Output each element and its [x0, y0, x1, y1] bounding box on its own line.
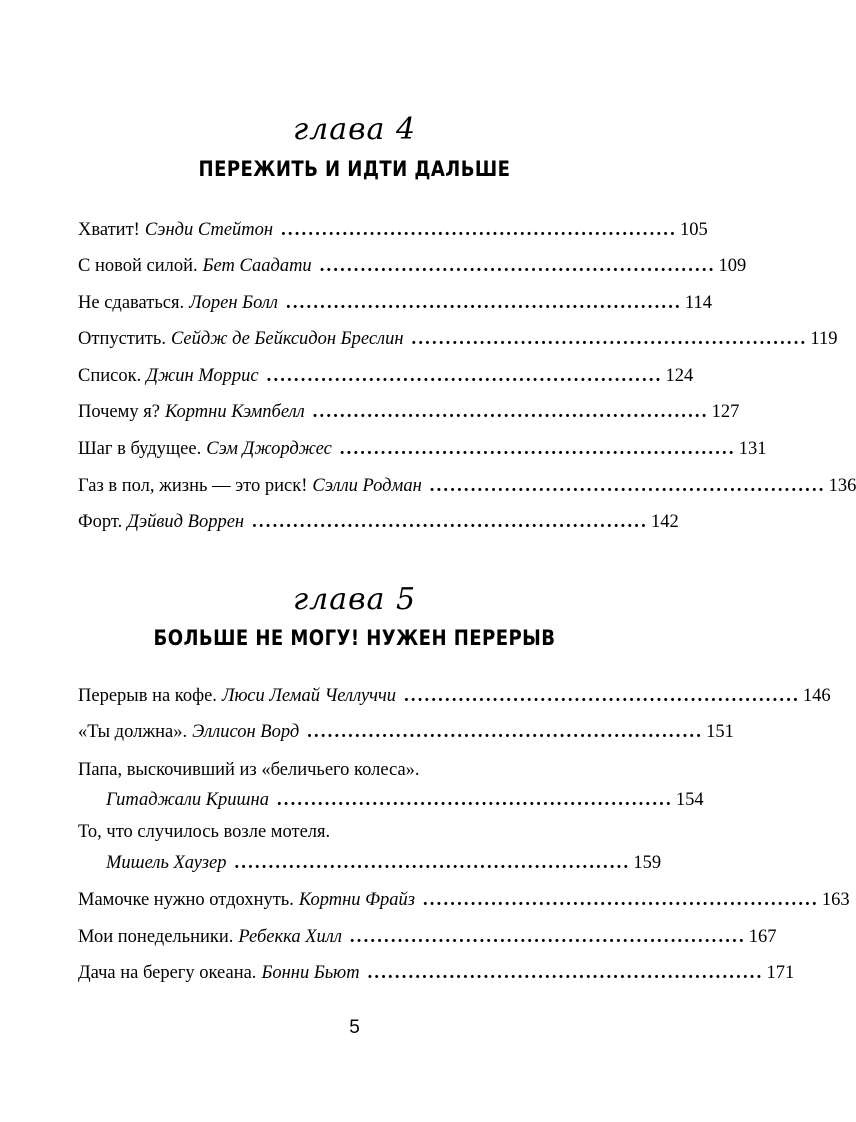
- toc-entry[interactable]: [78, 220, 708, 246]
- toc-entry[interactable]: [78, 790, 704, 816]
- entry-author: Кортни Кэмпбелл: [164, 402, 305, 422]
- entry-title: Мои понедельники.: [78, 927, 234, 947]
- entry-title: «Ты должна».: [78, 722, 188, 742]
- toc-entry[interactable]: [78, 329, 838, 355]
- entry-title-line: То, что случилось возле мотеля.: [78, 822, 331, 842]
- toc-entry[interactable]: [78, 722, 734, 748]
- dot-leader: ..........................................................: [429, 476, 826, 496]
- entry-page: 124: [665, 366, 694, 386]
- entry-page: 119: [810, 329, 838, 349]
- chapter-4-title: ПЕРЕЖИТЬ И ИДТИ ДАЛЬШЕ: [198, 157, 511, 181]
- toc-entry[interactable]: [78, 853, 662, 879]
- dot-leader: ..........................................................: [422, 890, 819, 910]
- entry-author: Люси Лемай Челлуччи: [221, 686, 397, 706]
- entry-page: 146: [802, 686, 831, 706]
- dot-leader: ..........................................................: [276, 790, 673, 810]
- chapter-5-label: глава 5: [292, 582, 417, 617]
- entry-author: Ребекка Хилл: [238, 927, 342, 947]
- entry-author: Сэм Джорджес: [206, 439, 332, 459]
- toc-entry[interactable]: [78, 402, 740, 428]
- toc-entry[interactable]: [78, 439, 767, 465]
- dot-leader: ..........................................................: [339, 439, 736, 459]
- entry-author: Джин Моррис: [146, 366, 259, 386]
- entry-author: Бонни Бьют: [261, 963, 360, 983]
- entry-title: Шаг в будущее.: [78, 439, 202, 459]
- entry-author: Бет Саадати: [202, 256, 312, 276]
- entry-page: 127: [711, 402, 740, 422]
- dot-leader: ..........................................................: [252, 512, 648, 532]
- entry-title: Перерыв на кофе.: [78, 686, 217, 706]
- chapter-4-label: глава 4: [292, 112, 417, 147]
- entry-title: Не сдаваться.: [78, 293, 185, 313]
- entry-title: Список.: [78, 366, 142, 386]
- dot-leader: ..........................................................: [281, 220, 677, 240]
- entry-page: 151: [706, 722, 734, 742]
- dot-leader: ..........................................................: [307, 722, 704, 742]
- toc-entry[interactable]: [78, 476, 856, 502]
- entry-author: Сэлли Родман: [312, 476, 422, 496]
- entry-author: Лорен Болл: [189, 293, 279, 313]
- entry-page: 105: [679, 220, 708, 240]
- entry-author: Эллисон Ворд: [192, 722, 300, 742]
- entry-title: С новой силой.: [78, 256, 198, 276]
- entry-title: Форт.: [78, 512, 123, 532]
- entry-page: 131: [738, 439, 767, 459]
- toc-entry[interactable]: [78, 890, 850, 916]
- page-number: 5: [349, 1017, 360, 1038]
- dot-leader: ..........................................................: [349, 927, 746, 947]
- entry-author: Сэнди Стейтон: [144, 220, 274, 240]
- entry-page: 163: [821, 890, 850, 910]
- entry-page: 154: [675, 790, 704, 810]
- toc-entry[interactable]: [78, 686, 831, 712]
- chapter-5-title: БОЛЬШЕ НЕ МОГУ! НУЖЕН ПЕРЕРЫВ: [153, 626, 556, 650]
- entry-title: Почему я?: [78, 402, 160, 422]
- entry-title-line: Папа, выскочивший из «беличьего колеса».: [78, 760, 420, 780]
- entry-page: 142: [650, 512, 679, 532]
- dot-leader: ..........................................................: [411, 329, 808, 349]
- dot-leader: ..........................................................: [404, 686, 800, 706]
- toc-entry[interactable]: [78, 366, 694, 392]
- entry-author: Дэйвид Воррен: [127, 512, 245, 532]
- toc-entry[interactable]: [78, 256, 747, 282]
- dot-leader: ..........................................................: [367, 963, 764, 983]
- entry-page: 171: [766, 963, 795, 983]
- entry-title: Газ в пол, жизнь — это риск!: [78, 476, 308, 496]
- dot-leader: ..........................................................: [234, 853, 631, 873]
- entry-author: Кортни Фрайз: [298, 890, 415, 910]
- dot-leader: ..........................................................: [312, 402, 709, 422]
- entry-page: 167: [748, 927, 777, 947]
- entry-author: Мишель Хаузер: [106, 853, 227, 873]
- entry-title: Дача на берегу океана.: [78, 963, 257, 983]
- entry-title: Хватит!: [78, 220, 140, 240]
- entry-author: Гитаджали Кришна: [106, 790, 269, 810]
- entry-page: 109: [718, 256, 747, 276]
- dot-leader: ..........................................................: [286, 293, 682, 313]
- toc-entry[interactable]: [78, 512, 679, 538]
- dot-leader: ..........................................................: [319, 256, 716, 276]
- entry-author: Сейдж де Бейксидон Бреслин: [170, 329, 404, 349]
- entry-page: 136: [828, 476, 856, 496]
- toc-entry[interactable]: [78, 927, 777, 953]
- dot-leader: ..........................................................: [266, 366, 663, 386]
- toc-entry[interactable]: [78, 963, 795, 989]
- entry-page: 159: [633, 853, 662, 873]
- entry-title: Мамочке нужно отдохнуть.: [78, 890, 294, 910]
- entry-title: Отпустить.: [78, 329, 166, 349]
- toc-entry[interactable]: [78, 293, 712, 319]
- entry-page: 114: [684, 293, 712, 313]
